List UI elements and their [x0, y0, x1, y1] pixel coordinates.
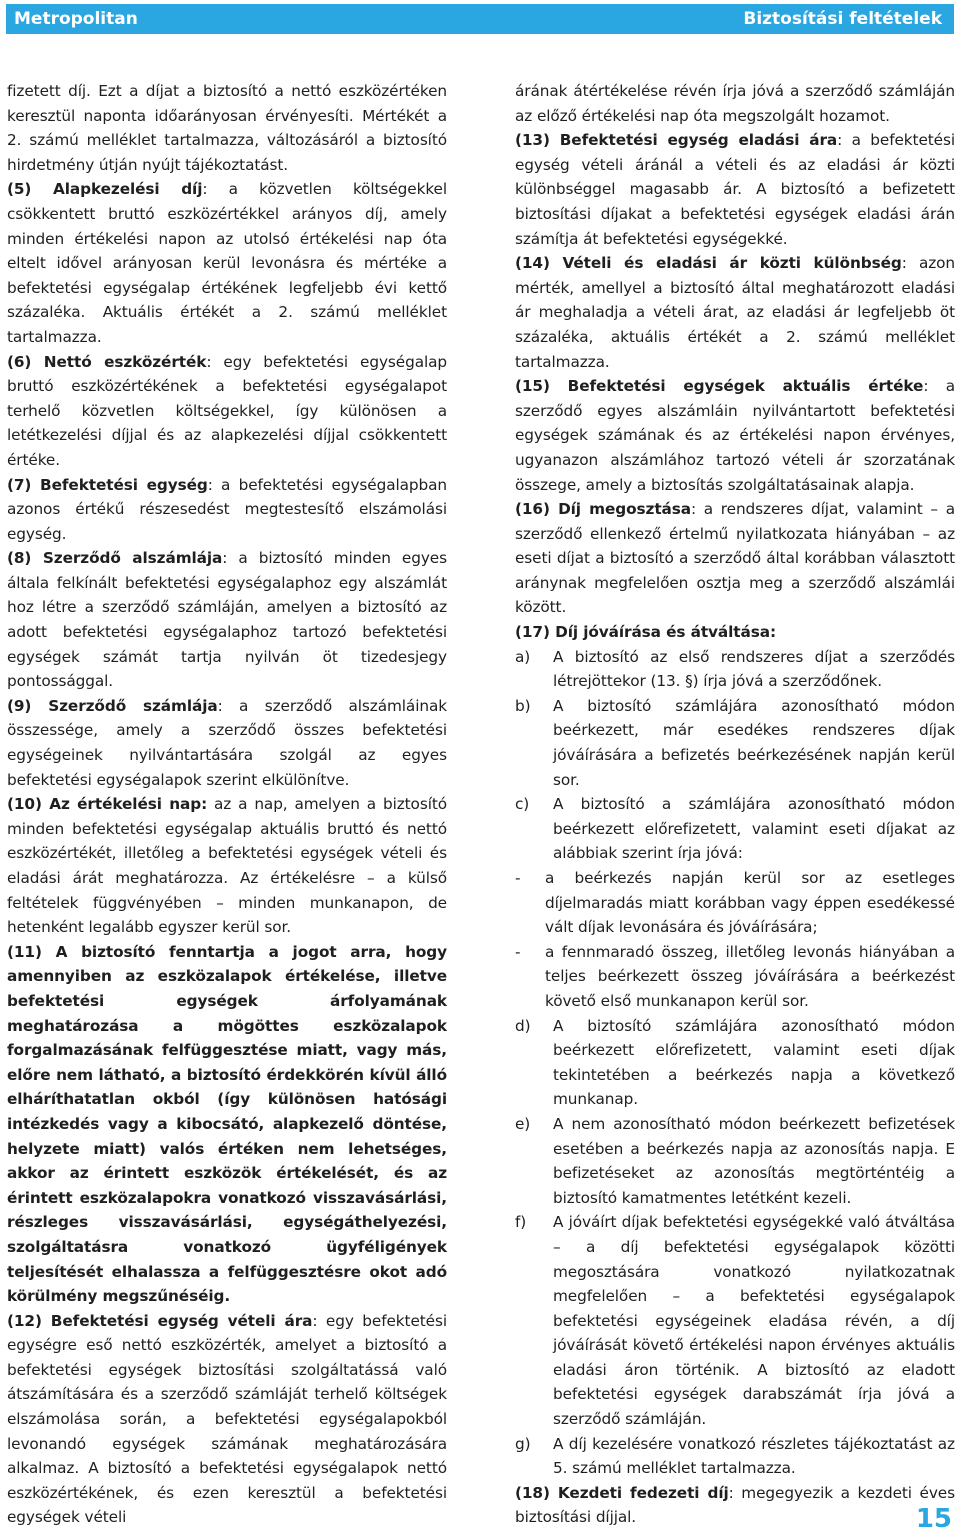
term-heading: (15) Befektetési egységek aktuális értéke [515, 377, 924, 396]
paragraph-13: (13) Befektetési egység eladási ára: a befektetési egység vételi áránál a vételi és az eladási ár közti különbséggel magasabb ár. A biztosító a befizetett biztosítási díjakat a befektetési egységek eladási árán számítja át befektetési egységekké. [515, 131, 955, 248]
header-brand: Metropolitan [14, 9, 138, 29]
list-item: g) A díj kezelésére vonatkozó részletes tájékoztatást az 5. számú melléklet tartalmazza. [515, 1434, 955, 1478]
paragraph: fizetett díj. Ezt a díjat a biztosító a nettó eszközértéken keresztül naponta időarányosan érvényesíti. Mértékét a 2. számú melléklet tartalmazza, változásáról a biztosító hirdetmény útján nyújt tájékoztatást. [7, 82, 447, 174]
term-heading: (14) Vételi és eladási ár közti különbség [515, 254, 902, 273]
paragraph-8: (8) Szerződő alszámlája: a biztosító minden egyes általa felkínált befektetési egységalaphoz egy alszámlát hoz létre a szerződő számláján, amelyen a biztosító az adott befektetési egységalaphoz tartozó befektetési egységek számát tartja nyilván öt tizedesjegy pontossággal. [7, 549, 447, 691]
term-heading: (5) Alapkezelési díj [7, 180, 203, 199]
dash-item: - a beérkezés napján kerül sor az esetleges díjelmaradás miatt korábban vagy éppen esedékessé vált díjak levonására és jóváírására; [515, 869, 955, 937]
left-column [7, 79, 447, 1530]
list-item: b) A biztosító számlájára azonosítható módon beérkezett, már esedékes rendszeres díjak jóváírására a befizetés beérkezésének napján kerül sor. [515, 696, 955, 789]
paragraph: árának átértékelése révén írja jóvá a szerződő számláján az előző értékelési nap óta megszolgált hozamot. [515, 82, 955, 125]
paragraph-18: (18) Kezdeti fedezeti díj: megegyezik a kezdeti éves biztosítási díjjal. [515, 1483, 955, 1527]
list-item: a) A biztosító az első rendszeres díjat a szerződés létrejöttekor (13. §) írja jóvá a szerződőnek. [515, 647, 955, 691]
paragraph-9: (9) Szerződő számlája: a szerződő alszámláinak összessége, amely a szerződő összes befektetési egységeinek nyilvántartására szolgál az egyes befektetési egységalapok szerint elkülönítve. [7, 696, 447, 789]
term-heading: (8) Szerződő alszámlája [7, 549, 223, 568]
page-header [6, 4, 954, 34]
term-heading: (10) Az értékelési nap: [7, 795, 208, 814]
paragraph-12: (12) Befektetési egység vételi ára: egy befektetési egységre eső nettó eszközérték, amelyet a biztosító a befektetési egységek biztosítási szolgáltatássá való átszámítására és a szerződő számláját terhelő költségek elszámolása során, a befektetési egységalapokból levonandó egységek számának meghatározására alkalmaz. A biztosító a befektetési egységalapok nettó eszközértékének, és ezen keresztül a befektetési egységek vételi [7, 1311, 447, 1527]
paragraph-6: (6) Nettó eszközérték: egy befektetési egységalap bruttó eszközértékének a befektetési egységalapot terhelő közvetlen költségekkel, így különösen a letétkezelési díjjal és az alapkezelési díjjal csökkentett értéke. [7, 352, 448, 469]
list-item: c) A biztosító a számlájára azonosítható módon beérkezett előrefizetett, valamint eseti díjakat az alábbiak szerint írja jóvá: [515, 795, 955, 863]
list-item: d) A biztosító számlájára azonosítható módon beérkezett előrefizetett, valamint eseti díjak tekintetében a beérkezés napja a következő munkanap. [515, 1016, 955, 1109]
term-heading: (18) Kezdeti fedezeti díj [515, 1483, 729, 1502]
list-item: e) A nem azonosítható módon beérkezett befizetések esetében a beérkezés napja az azonosítás napja. E befizetéseket az azonosítás megtörténtéig a biztosító kamatmentes letétként kezeli. [515, 1114, 955, 1207]
paragraph-17 [515, 620, 955, 645]
term-heading: (12) Befektetési egység vételi ára [7, 1311, 313, 1330]
paragraph-16: (16) Díj megosztása: a rendszeres díjat, valamint – a szerződő ellenkező értelmű nyilatkozata hiányában – az eseti díjat a biztosító a szerződő által korábban választott aránynak megfelelően osztja meg a szerződő alszámlái között. [515, 500, 955, 617]
paragraph-5: (5) Alapkezelési díj: a közvetlen költségekkel csökkentett bruttó eszközértékkel arányos díj, amely minden értékelési napon az utolsó értékelési nap óta eltelt idővel arányosan kerül levonásra és mértéke a befektetési egységalap értékének legfeljebb évi kettő százaléka. Aktuális értékét a 2. számú melléklet tartalmazza. [7, 180, 447, 346]
term-heading: (6) Nettó eszközérték [7, 352, 207, 371]
header-title: Biztosítási feltételek [743, 9, 942, 29]
paragraph-14: (14) Vételi és eladási ár közti különbség: azon mérték, amellyel a biztosító által meghatározott eladási ár meghaladja a vételi árat, az eladási ár legfeljebb öt százaléka, aktuális értékét a 2. számú melléklet tartalmazza. [515, 254, 955, 371]
dash-item: - a fennmaradó összeg, illetőleg levonás hiányában a teljes beérkezett összeg jóváírására a beérkezést követő első munkanapon kerül sor. [515, 942, 955, 1010]
paragraph-10: (10) Az értékelési nap: az a nap, amelyen a biztosító minden befektetési egységalap aktuális bruttó és nettó eszközértékét, illetőleg a befektetési egységek vételi és eladási árát meghatározza. Az értékelésre – a külső feltételek függvényében – minden munkanapon, de hetenként legalább egyszer kerül sor. [7, 795, 447, 937]
term-heading: (9) Szerződő számlája [7, 696, 218, 715]
term-heading: (13) Befektetési egység eladási ára [515, 131, 838, 150]
term-heading: (17) Díj jóváírása és átváltása: [515, 623, 776, 642]
term-heading: (7) Befektetési egység [7, 475, 208, 494]
paragraph-11: (11) A biztosító fenntartja a jogot arra, hogy amennyiben az eszközalapok értékelése, illetve befektetési egységek árfolyamának meghatározása a mögöttes eszközalapok forgalmazásának felfüggesztése miatt, vagy más, előre nem látható, a biztosító érdekkörén kívül álló elháríthatatlan okból (így különösen hatósági intézkedés vagy a kibocsátó, alapkezelő döntése, helyzete miatt) valós értéken nem lehetséges, akkor az érintett eszközök értékelését, és az érintett eszközalapokra vonatkozó visszavásárlási, részleges visszavásárlási, egységáthelyezési, szolgáltatásra vonatkozó ügyféligények teljesítését elhalassza a felfüggesztésre okot adó körülmény megszűnéséig. [7, 942, 447, 1306]
term-heading: (16) Díj megosztása [515, 500, 691, 519]
paragraph-15: (15) Befektetési egységek aktuális értéke: a szerződő egyes alszámláin nyilvántartott befektetési egységek számának és az értékelési napon érvényes, ugyanazon alszámlához tartozó vételi ár szorzatának összege, amely a biztosítás szolgáltatásainak alapja. [515, 377, 956, 494]
page-number: 15 [915, 1504, 952, 1534]
paragraph-7: (7) Befektetési egység: a befektetési egységalapban azonos értékű részesedést megtestesítő elszámolási egység. [7, 475, 448, 543]
right-column [515, 79, 955, 1530]
list-item: f) A jóváírt díjak befektetési egységekké való átváltása – a díj befektetési egységalapok közötti megosztására vonatkozó nyilatkozatnak megfelelően – a befektetési egységalapok befektetési egységeinek eladása révén, a díj jóváírását követő értékelési napon érvényes aktuális eladási áron történik. A biztosító az eladott befektetési egységek darabszámát írja jóvá a szerződő számláján. [515, 1213, 955, 1429]
